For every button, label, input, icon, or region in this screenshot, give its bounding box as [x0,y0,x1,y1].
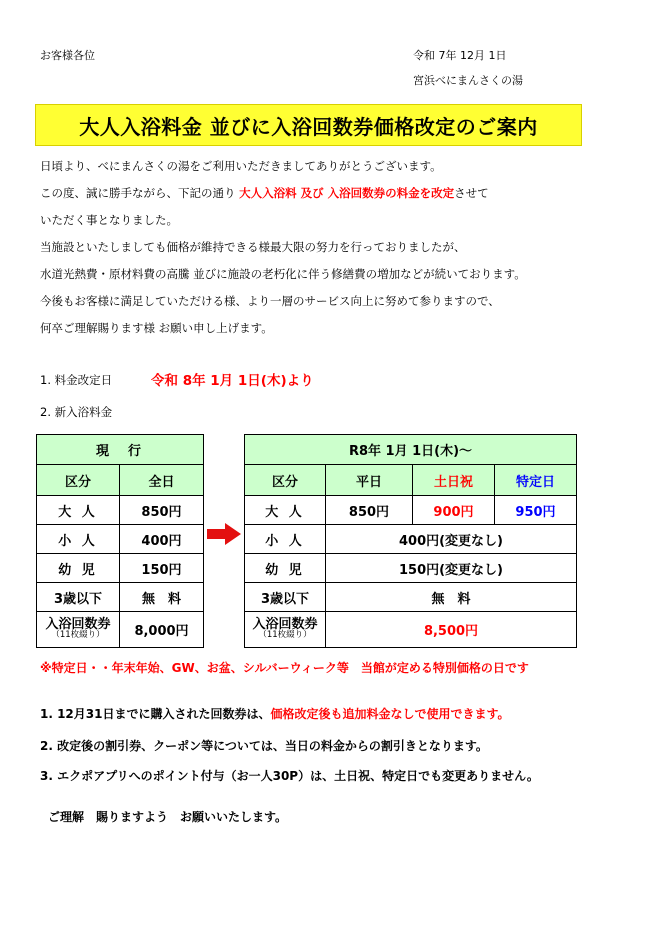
closing-message: ご理解 賜りますよう お願いいたします。 [48,810,288,824]
new-row-adult-weekday: 850円 [326,496,413,525]
current-row-child-price: 400円 [120,525,204,554]
new-row-under3-label: 3歳以下 [245,583,326,612]
new-coupon-price: 8,500円 [326,612,577,648]
current-row-infant-label: 幼 児 [37,554,120,583]
current-row-adult-price: 850円 [120,496,204,525]
section-2-label: 2. 新入浴料金 [40,405,113,419]
current-row-adult-label: 大 人 [37,496,120,525]
current-row-under3-label: 3歳以下 [37,583,120,612]
new-row-child-price: 400円(変更なし) [326,525,577,554]
new-row-under3-price: 無 料 [326,583,577,612]
current-coupon-price: 8,000円 [120,612,204,648]
new-price-table [244,434,577,648]
intro-highlight: 大人入浴料 及び 入浴回数券の料金を改定 [239,186,455,200]
intro-line-6: 今後もお客様に満足していただける様、より一層のサービス向上に努めて参りますので、 [40,294,500,308]
intro-line-3: いただく事となりました。 [40,213,178,227]
current-table-header: 現 行 [37,435,204,465]
note-1-text: 1. 12月31日までに購入された回数券は、 [40,707,271,721]
date: 令和 7年 12月 1日 [413,49,507,62]
note-1 [40,705,510,722]
intro-line-2 [40,185,489,201]
note-1-highlight: 価格改定後も追加料金なしで使用できます。 [270,707,510,721]
intro-line-7: 何卒ご理解賜ります様 お願い申し上げます。 [40,321,273,335]
new-row-adult-weekend: 900円 [413,496,495,525]
new-col-category: 区分 [245,465,326,496]
current-coupon-label [37,612,120,648]
new-table-header: R8年 1月 1日(木)～ [245,435,577,465]
intro-line-2-text: この度、誠に勝手ながら、下記の通り [40,186,240,200]
new-coupon-sub: （11枚綴り） [258,629,312,640]
current-row-child-label: 小 人 [37,525,120,554]
current-price-table [36,434,204,648]
arrow-right-icon [207,523,241,545]
special-day-note: ※特定日・・年末年始、GW、お盆、シルバーウィーク等 当館が定める特別価格の日です [40,661,529,675]
new-row-adult-special: 950円 [495,496,577,525]
title-band [35,104,582,146]
new-col-special: 特定日 [495,465,577,496]
current-row-under3-price: 無 料 [120,583,204,612]
section-1-label: 1. 料金改定日 [40,373,113,387]
new-row-infant-label: 幼 児 [245,554,326,583]
new-row-child-label: 小 人 [245,525,326,554]
note-3: 3. エクポアプリへのポイント付与（お一人30P）は、土日祝、特定日でも変更ありません。 [40,769,539,783]
revision-date: 令和 8年 1月 1日(木)より [151,373,314,389]
current-col-allday: 全日 [120,465,204,496]
new-col-weekday: 平日 [326,465,413,496]
intro-line-1: 日頃より、べにまんさくの湯をご利用いただきましてありがとうございます。 [40,159,442,173]
intro-line-5: 水道光熱費・原材料費の高騰 並びに施設の老朽化に伴う修繕費の増加などが続いております。 [40,267,526,281]
sender: 宮浜べにまんさくの湯 [413,74,523,87]
new-coupon-title: 入浴回数券 [252,616,318,632]
addressee: お客様各位 [40,49,95,62]
current-coupon-sub: （11枚綴り） [51,629,105,640]
current-col-category: 区分 [37,465,120,496]
new-row-adult-label: 大 人 [245,496,326,525]
current-coupon-title: 入浴回数券 [45,616,111,632]
new-col-weekend: 土日祝 [413,465,495,496]
intro-line-4: 当施設といたしましても価格が維持できる様最大限の努力を行っておりましたが、 [40,240,466,254]
current-row-infant-price: 150円 [120,554,204,583]
page-title: 大人入浴料金 並びに入浴回数券価格改定のご案内 [79,114,538,139]
intro-line-2-tail: させて [454,186,489,200]
new-coupon-label [245,612,326,648]
note-2: 2. 改定後の割引券、クーポン等については、当日の料金からの割引きとなります。 [40,739,488,753]
new-row-infant-price: 150円(変更なし) [326,554,577,583]
